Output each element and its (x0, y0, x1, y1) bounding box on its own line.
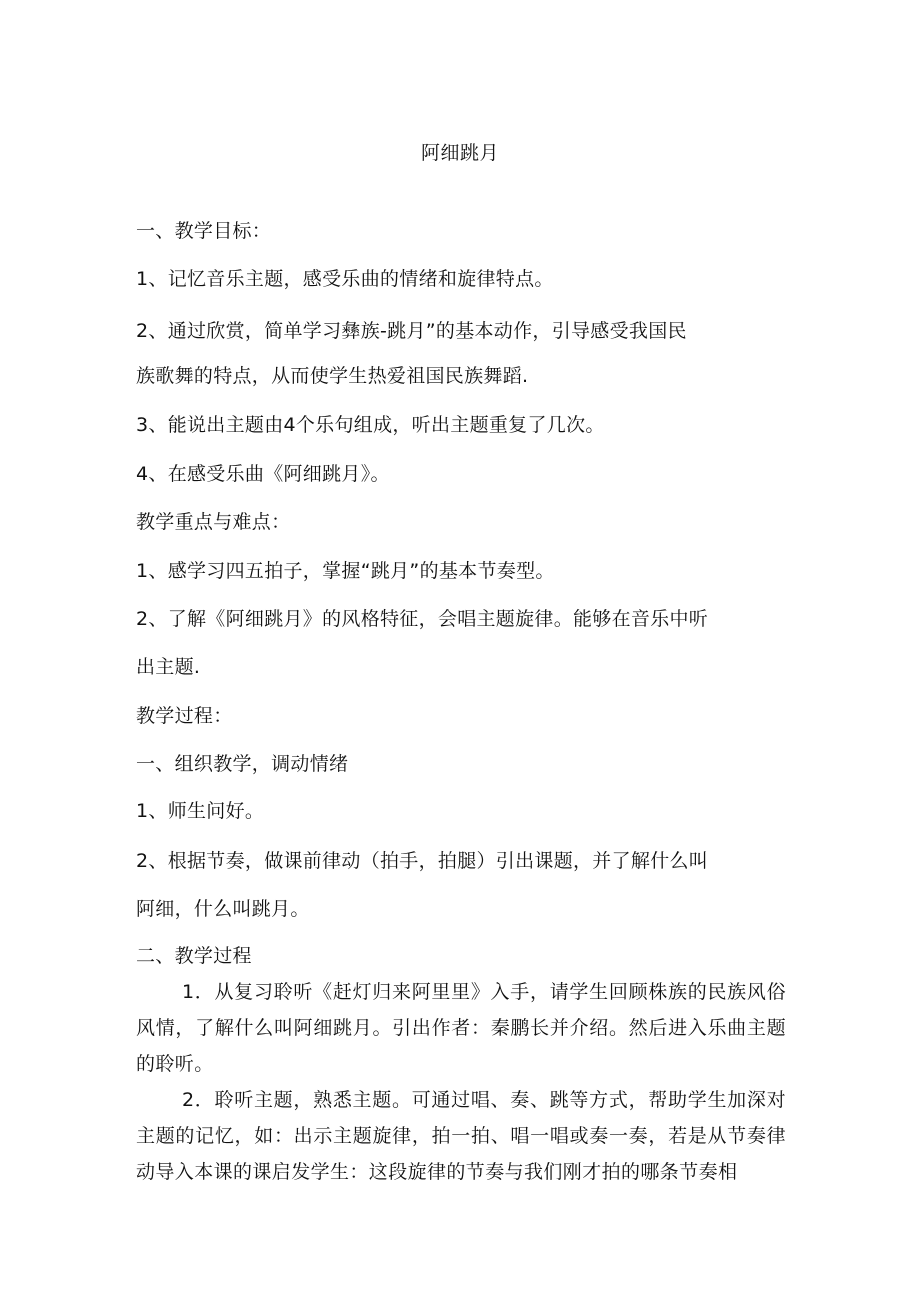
goal-item-2-line-1: 2、通过欣赏，简单学习彝族-跳月”的基本动作，引导感受我国民 (136, 320, 687, 342)
section-heading-key-points: 教学重点与难点： (136, 511, 291, 533)
process-step-two-heading: 二、教学过程 (136, 945, 252, 967)
key-point-2-line-1: 2、了解《阿细跳月》的风格特征，会唱主题旋律。能够在音乐中听 (136, 608, 709, 630)
document-title: 阿细跳月 (420, 142, 499, 164)
process-step-one-item-1: 1、师生问好。 (136, 800, 265, 822)
process-step-one-item-2-line-1: 2、根据节奏，做课前律动（拍手，拍腿）引出课题，并了解什么叫 (136, 850, 709, 872)
key-point-2-line-2: 出主题. (136, 656, 201, 678)
process-step-one-heading: 一、组织教学，调动情绪 (136, 753, 349, 775)
process-step-one-item-2-line-2: 阿细，什么叫跳月。 (136, 898, 310, 920)
key-point-1: 1、感学习四五拍子，掌握“跳月”的基本节奏型。 (136, 560, 555, 582)
process-paragraph-1: 1．从复习聆听《赶灯归来阿里里》入手，请学生回顾株族的民族风俗风情，了解什么叫阿细跳月。引出作者：秦鹏长并介绍。然后进入乐曲主题的聆听。 (136, 981, 786, 1075)
section-heading-teaching-goals: 一、教学目标： (136, 220, 272, 242)
process-paragraph-2: 2．聆听主题，熟悉主题。可通过唱、奏、跳等方式，帮助学生加深对主题的记忆，如：出示主题旋律，拍一拍、唱一唱或奏一奏，若是从节奏律动导入本课的课启发学生：这段旋律的节奏与我们刚才拍的哪条节奏相 (136, 1089, 786, 1183)
goal-item-1: 1、记忆音乐主题，感受乐曲的情绪和旋律特点。 (136, 268, 554, 290)
goal-item-4: 4、在感受乐曲《阿细跳月》。 (136, 463, 390, 485)
goal-item-2-line-2: 族歌舞的特点，从而使学生热爱祖国民族舞蹈. (136, 365, 529, 387)
section-heading-process: 教学过程： (136, 705, 233, 727)
goal-item-3: 3、能说出主题由4个乐句组成，听出主题重复了几次。 (136, 414, 605, 436)
